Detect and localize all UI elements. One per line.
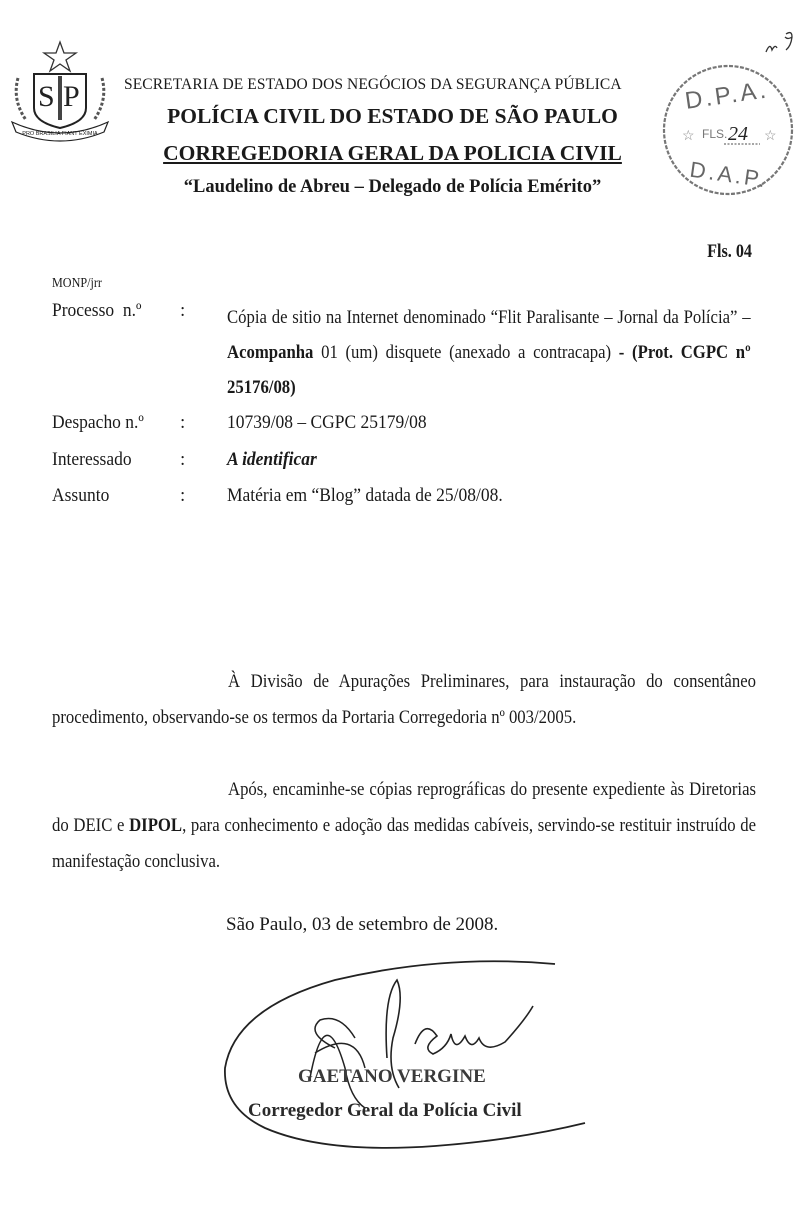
sao-paulo-coat-of-arms-logo: [6, 38, 114, 142]
interessado-value: A identificar: [227, 449, 317, 470]
despacho-label: Despacho n.º: [52, 412, 144, 433]
stamp-fls-label: FLS.: [702, 127, 728, 141]
assunto-label: Assunto: [52, 485, 110, 506]
stamp-bottom-text: D.A.P.: [688, 156, 770, 193]
processo-colon: :: [180, 300, 186, 321]
paragraph-2-dipol: DIPOL: [129, 815, 183, 836]
assunto-colon: :: [180, 485, 186, 506]
signer-name: GAETANO VERGINE: [298, 1066, 486, 1087]
paragraph-1-text: À Divisão de Apurações Preliminares, para instauração do consentâneo procedimento, observando-se os termos da Portaria Corregedoria nº 003/2005.: [52, 671, 756, 728]
emblem-motto: PRO BRASILIA FIANT EXIMIA: [22, 131, 98, 137]
processo-protocol: - (Prot. CGPC nº 25176/08): [227, 342, 751, 398]
processo-value-acompanha: Acompanha: [227, 342, 314, 363]
coat-of-arms-icon: [6, 38, 114, 142]
paragraph-2-text: Após, encaminhe-se cópias reprográficas do presente expediente às Diretorias do DEIC e: [52, 779, 756, 836]
homenagem-subtitle: “Laudelino de Abreu – Delegado de Polícia Emérito”: [183, 177, 602, 197]
stamp-star-left-icon: ☆: [682, 127, 695, 143]
assunto-value: Matéria em “Blog” datada de 25/08/08.: [227, 485, 503, 506]
stamp-star-right-icon: ☆: [764, 127, 777, 143]
secretaria-heading: SECRETARIA DE ESTADO DOS NEGÓCIOS DA SEGURANÇA PÚBLICA: [124, 76, 622, 93]
stamp-top-text: D.P.A.: [683, 76, 771, 115]
paragraph-2-text-end: , para conhecimento e adoção das medidas cabíveis, servindo-se restituir instruído de manifestação conclusiva.: [52, 815, 756, 872]
handwritten-page-number: [762, 28, 802, 58]
folio-number: Fls. 04: [707, 241, 752, 262]
interessado-colon: :: [180, 449, 186, 470]
reference-initials: MONP/jrr: [52, 275, 102, 290]
dpa-round-stamp: [648, 58, 810, 198]
policia-civil-heading: POLÍCIA CIVIL DO ESTADO DE SÃO PAULO: [167, 104, 618, 128]
processo-value: [227, 300, 751, 405]
processo-value-text: Cópia de sitio na Internet denominado “Flit Paralisante – Jornal da Polícia” –: [227, 307, 751, 328]
emblem-initial-s: S: [38, 80, 55, 113]
body-paragraph-1: [52, 664, 756, 736]
date-line: São Paulo, 03 de setembro de 2008.: [226, 914, 499, 935]
despacho-value: 10739/08 – CGPC 25179/08: [227, 412, 427, 433]
signer-title: Corregedor Geral da Polícia Civil: [248, 1100, 522, 1121]
processo-label: Processo n.º: [52, 300, 142, 321]
interessado-label: Interessado: [52, 449, 132, 470]
body-paragraph-2: [52, 772, 756, 880]
processo-value-disquete: 01 (um) disquete (anexado a contracapa): [313, 342, 619, 363]
handwritten-signature: [215, 958, 635, 1158]
corregedoria-heading: CORREGEDORIA GERAL DA POLICIA CIVIL: [163, 141, 622, 165]
despacho-colon: :: [180, 412, 186, 433]
stamp-page-number: 24: [728, 123, 748, 145]
emblem-initial-p: P: [63, 80, 80, 113]
